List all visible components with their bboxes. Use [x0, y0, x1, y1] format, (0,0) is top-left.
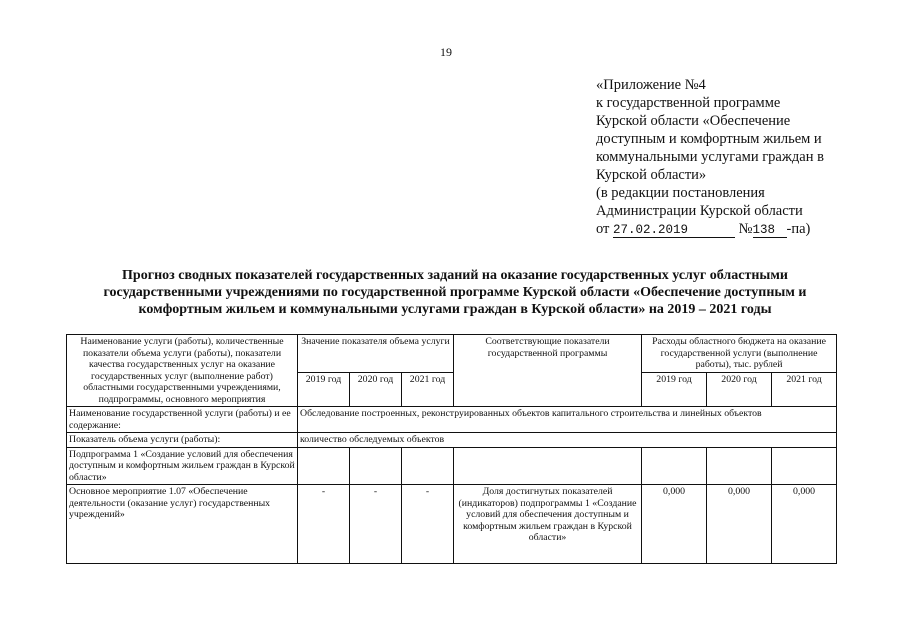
- forecast-table: [66, 334, 837, 564]
- header-name-cell: Наименование услуги (работы), количественные показатели объема услуги (работы), показатели качества государственных услуг на оказание государственных услуг (выполнение работ) областными государственными учреждениями, подпрограммы, основного мероприятия: [67, 335, 298, 407]
- annex-number: 138: [753, 223, 787, 238]
- empty-cell: [298, 447, 350, 485]
- annex-block: [596, 76, 856, 238]
- header-indicators-cell: Соответствующие показатели государственной программы: [454, 335, 642, 407]
- measure-indicator-cell: Доля достигнутых показателей (индикаторов) подпрограммы 1 «Создание условий для обеспечения доступным и комфортным жильем граждан в Курской области»: [454, 485, 642, 564]
- annex-line: доступным и комфортным жильем и: [596, 131, 822, 147]
- annex-line: к государственной программе: [596, 95, 781, 111]
- annex-line: (в редакции постановления: [596, 185, 765, 201]
- empty-cell: [454, 447, 642, 485]
- service-value-cell: Обследование построенных, реконструированных объектов капитального строительства и линейных объектов: [298, 407, 837, 433]
- service-label-cell: Наименование государственной услуги (работы) и ее содержание:: [67, 407, 298, 433]
- measure-value-cell: -: [298, 485, 350, 564]
- empty-cell: [402, 447, 454, 485]
- volume-label-cell: Показатель объема услуги (работы):: [67, 433, 298, 448]
- annex-date-line: [596, 220, 856, 238]
- header-value-cell: Значение показателя объема услуги: [298, 335, 454, 373]
- annex-line: Курской области»: [596, 167, 707, 183]
- measure-expense-cell: 0,000: [772, 485, 837, 564]
- year-cell: 2021 год: [402, 373, 454, 407]
- empty-cell: [707, 447, 772, 485]
- measure-label-cell: Основное мероприятие 1.07 «Обеспечение деятельности (оказание услуг) государственных учреждений»: [67, 485, 298, 564]
- title-line: Прогноз сводных показателей государственных заданий на оказание государственных услуг областными: [122, 268, 788, 283]
- year-cell: 2020 год: [350, 373, 402, 407]
- empty-cell: [350, 447, 402, 485]
- page-number: 19: [440, 45, 452, 59]
- year-cell: 2021 год: [772, 373, 837, 407]
- measure-value-cell: -: [402, 485, 454, 564]
- annex-line: Администрации Курской области: [596, 203, 803, 219]
- title-line: государственными учреждениями по государственной программе Курской области «Обеспечение доступным и: [103, 285, 807, 300]
- annex-line: коммунальными услугами граждан в: [596, 149, 824, 165]
- year-cell: 2019 год: [298, 373, 350, 407]
- annex-line: «Приложение №4: [596, 77, 706, 93]
- header-expenses-cell: Расходы областного бюджета на оказание государственной услуги (выполнение работы), тыс. рублей: [642, 335, 837, 373]
- empty-cell: [772, 447, 837, 485]
- table-row: [67, 485, 837, 564]
- measure-expense-cell: 0,000: [707, 485, 772, 564]
- annex-date: 27.02.2019: [613, 223, 735, 238]
- annex-line: Курской области «Обеспечение: [596, 113, 791, 129]
- table-row: [67, 447, 837, 485]
- table-row: [67, 407, 837, 433]
- year-cell: 2019 год: [642, 373, 707, 407]
- title-line: комфортным жильем и коммунальными услугами граждан в Курской области» на 2019 – 2021 годы: [138, 302, 772, 317]
- measure-expense-cell: 0,000: [642, 485, 707, 564]
- annex-suffix: -па): [786, 221, 811, 237]
- subprogram-label-cell: Подпрограмма 1 «Создание условий для обеспечения доступным и комфортным жильем граждан в Курской области»: [67, 447, 298, 485]
- annex-from-label: от: [596, 221, 610, 237]
- empty-cell: [642, 447, 707, 485]
- table-row: [67, 433, 837, 448]
- measure-value-cell: -: [350, 485, 402, 564]
- volume-value-cell: количество обследуемых объектов: [298, 433, 837, 448]
- year-cell: 2020 год: [707, 373, 772, 407]
- table-header-row: [67, 335, 837, 373]
- annex-number-label: №: [738, 221, 753, 237]
- document-title: [60, 267, 850, 318]
